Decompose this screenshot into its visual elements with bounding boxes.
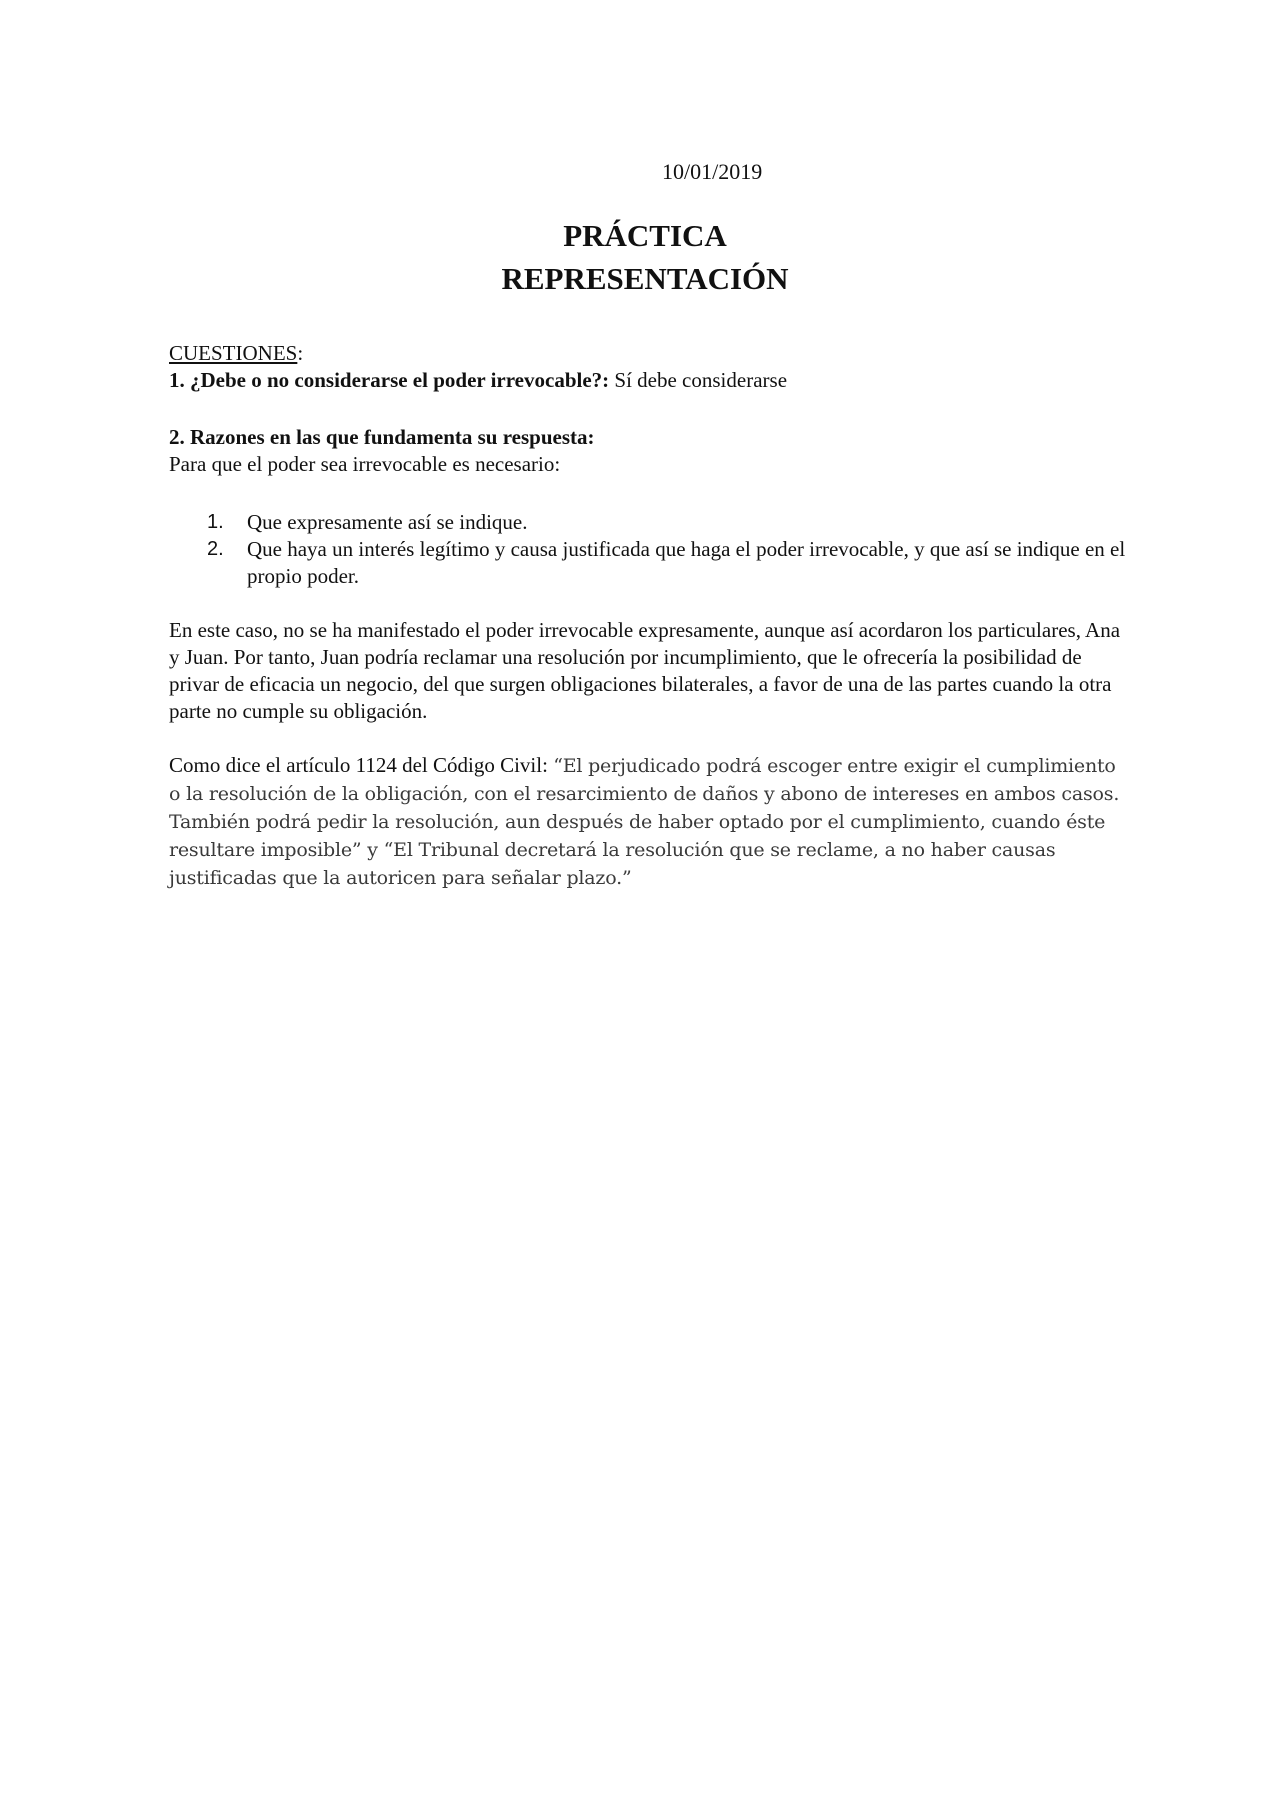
- document-body: [169, 340, 1129, 892]
- question-1-answer: Sí debe considerarse: [609, 368, 788, 392]
- section-label: [169, 340, 1129, 367]
- question-1-text: 1. ¿Debe o no considerarse el poder irrevocable?:: [169, 368, 610, 392]
- document-date: 10/01/2019: [662, 159, 763, 184]
- paragraph-2: [169, 752, 1129, 892]
- title-line-1: PRÁCTICA: [563, 218, 727, 253]
- section-label-text: CUESTIONES: [169, 341, 298, 365]
- document-title: [0, 214, 1280, 300]
- list-item-number: 2.: [207, 538, 224, 560]
- title-line-2: REPRESENTACIÓN: [501, 261, 789, 296]
- question-2-text: 2. Razones en las que fundamenta su respuesta:: [169, 425, 595, 449]
- section-label-suffix: :: [297, 341, 304, 365]
- paragraph-1: En este caso, no se ha manifestado el poder irrevocable expresamente, aunque así acordaron los particulares, Ana y Juan. Por tanto, Juan podría reclamar una resolución por incumplimiento, que le ofrecería la posibilidad de privar de eficacia un negocio, del que surgen obligaciones bilaterales, a favor de una de las partes cuando la otra parte no cumple su obligación.: [169, 618, 1121, 723]
- paragraph-2-lead: Como dice el artículo 1124 del Código Civil:: [169, 753, 554, 777]
- list-item-text: Que haya un interés legítimo y causa justificada que haga el poder irrevocable, y que así se indique en el propio poder.: [247, 537, 1126, 588]
- question-2-intro: Para que el poder sea irrevocable es necesario:: [169, 452, 561, 476]
- list-item-number: 1.: [207, 511, 224, 533]
- requirements-list: [169, 509, 1129, 590]
- list-item: [169, 536, 1129, 590]
- paragraph-2-quote: “El perjudicado podrá escoger entre exigir el cumplimiento o la resolución de la obligación, con el resarcimiento de daños y abono de intereses en ambos casos. También podrá pedir la resolución, aun después de haber optado por el cumplimiento, cuando éste resultare imposible” y “El Tribunal decretará la resolución que se reclame, a no haber causas justificadas que la autoricen para señalar plazo.”: [169, 755, 1120, 889]
- list-item-text: Que expresamente así se indique.: [247, 510, 528, 534]
- list-item: [169, 509, 1129, 536]
- question-1: [169, 367, 1129, 394]
